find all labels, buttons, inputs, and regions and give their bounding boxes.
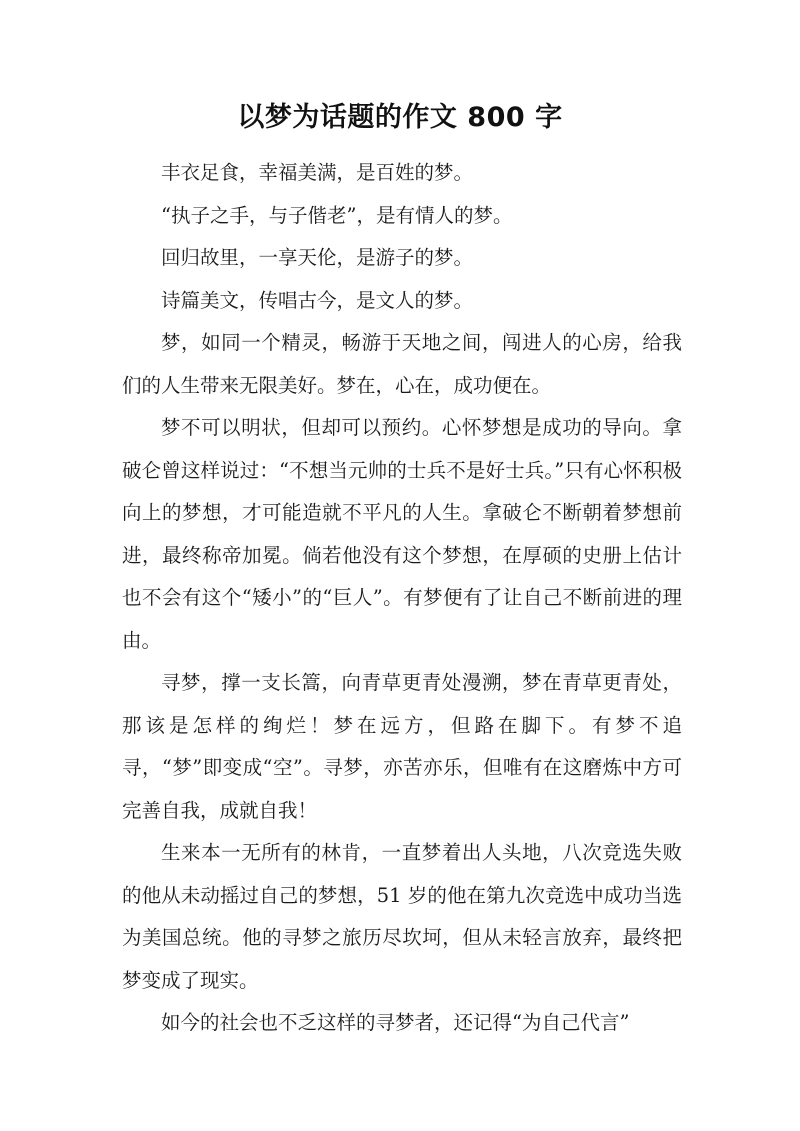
paragraph: 生来本一无所有的林肯，一直梦着出人头地，八次竞选失败的他从未动摇过自己的梦想，51 岁的他在第九次竞选中成功当选为美国总统。他的寻梦之旅历尽坎坷，但从未轻言放弃，最终把梦变成了现实。 [122,841,682,992]
paragraph: 寻梦，撑一支长篙，向青草更青处漫溯，梦在青草更青处，那该是怎样的绚烂！梦在远方，但路在脚下。有梦不追寻，“梦”即变成“空”。寻梦，亦苦亦乐，但唯有在这磨炼中方可完善自我，成就自我！ [122,671,682,822]
paragraph: 如今的社会也不乏这样的寻梦者，还记得“为自己代言” [161,1011,630,1034]
paragraph: 梦，如同一个精灵，畅游于天地之间，闯进人的心房，给我们的人生带来无限美好。梦在，心在，成功便在。 [122,331,682,397]
document-body [122,152,682,1045]
document-title: 以梦为话题的作文 800 字 [237,102,563,133]
paragraph: 丰衣足食，幸福美满，是百姓的梦。 [161,161,474,184]
paragraph: 回归故里，一享天伦，是游子的梦。 [161,246,474,269]
paragraph: 诗篇美文，传唱古今，是文人的梦。 [161,288,474,312]
paragraph: 梦不可以明状，但却可以预约。心怀梦想是成功的导向。拿破仑曾这样说过：“不想当元帅的士兵不是好士兵。”只有心怀积极向上的梦想，才可能造就不平凡的人生。拿破仑不断朝着梦想前进，最终称帝加冕。倘若他没有这个梦想，在厚硕的史册上估计也不会有这个“矮小”的“巨人”。有梦便有了让自己不断前进的理由。 [122,416,682,652]
paragraph: “执子之手，与子偕老”，是有情人的梦。 [161,203,513,227]
